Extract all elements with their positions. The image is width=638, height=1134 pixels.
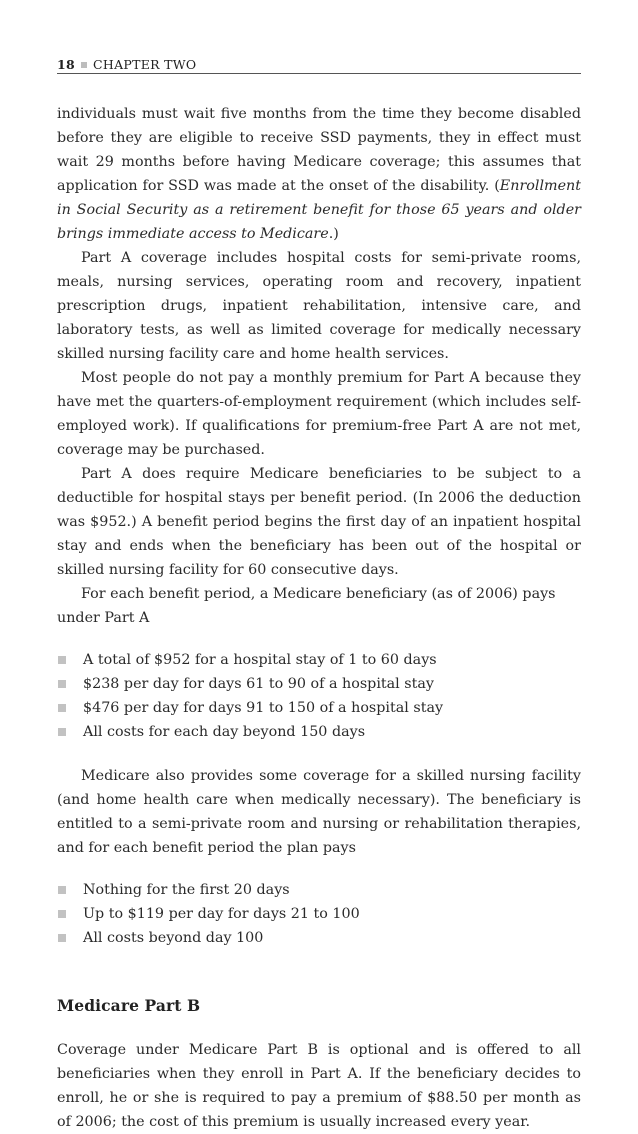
list-item [57,648,581,672]
list-item [57,696,581,720]
snf-cost-list [57,878,581,950]
paragraph-7: Coverage under Medicare Part B is optional and is offered to all beneficiaries when they enroll in Part A. If the beneficiary decides to enroll, he or she is required to pay a premium of $88.50 per month as of 2006; the cost of this premium is usually increased every year. [57,1042,581,1130]
list-item [57,878,581,902]
body-text [57,102,581,1134]
running-header [57,57,581,72]
bullet-square-icon [58,680,66,688]
chapter-label: CHAPTER TWO [93,57,197,72]
header-square-separator [81,62,87,68]
list-item [57,720,581,744]
paragraph-1 [57,102,581,246]
paragraph-1-end: .) [328,226,339,242]
bullet-square-icon [58,656,66,664]
paragraph-1-text: individuals must wait five months from the time they become disabled before they are eligible to receive SSD payments, they in effect must wait 29 months before having Medicare coverage; this assumes that application for SSD was made at the onset of the disability. ( [57,106,581,194]
paragraph-4: Part A does require Medicare beneficiaries to be subject to a deductible for hospital stays per benefit period. (In 2006 the deduction was $952.) A benefit period begins the first day of an inpatient hospital stay and ends when the beneficiary has been out of the hospital or skilled nursing facility for 60 consecutive days. [57,466,581,578]
section-heading: Medicare Part B [57,996,201,1015]
list-item-text: All costs for each day beyond 150 days [83,724,366,740]
page-number: 18 [57,57,75,72]
paragraph-2: Part A coverage includes hospital costs for semi-private rooms, meals, nursing services, operating room and recovery, inpatient prescription drugs, inpatient rehabilitation, intensive care, and laboratory tests, as well as limited coverage for medically necessary skilled nursing facility care and home health services. [57,250,581,362]
list-item [57,672,581,696]
header-rule [57,73,581,74]
list-item-text: A total of $952 for a hospital stay of 1 to 60 days [83,652,437,668]
list-item [57,926,581,950]
bullet-square-icon [58,934,66,942]
paragraph-6: Medicare also provides some coverage for a skilled nursing facility (and home health care when medically necessary). The beneficiary is entitled to a semi-private room and nursing or rehabilitation therapies, and for each benefit period the plan pays [57,768,581,856]
list-item-text: Up to $119 per day for days 21 to 100 [83,906,360,922]
bullet-square-icon [58,910,66,918]
list-item-text: $238 per day for days 61 to 90 of a hospital stay [83,676,434,692]
list-item-text: Nothing for the first 20 days [83,882,290,898]
bullet-square-icon [58,728,66,736]
part-a-cost-list [57,648,581,744]
list-item-text: All costs beyond day 100 [83,930,264,946]
paragraph-1-italic: Enrollment in Social Security as a retirement benefit for those 65 years and older brings immediate access to Medicare [57,178,581,242]
paragraph-3: Most people do not pay a monthly premium for Part A because they have met the quarters-of-employment requirement (which includes self-employed work). If qualifications for premium-free Part A are not met, coverage may be purchased. [57,370,581,458]
bullet-square-icon [58,886,66,894]
list-item [57,902,581,926]
list-item-text: $476 per day for days 91 to 150 of a hospital stay [83,700,444,716]
bullet-square-icon [58,704,66,712]
paragraph-5: For each benefit period, a Medicare beneficiary (as of 2006) pays under Part A [57,586,556,626]
